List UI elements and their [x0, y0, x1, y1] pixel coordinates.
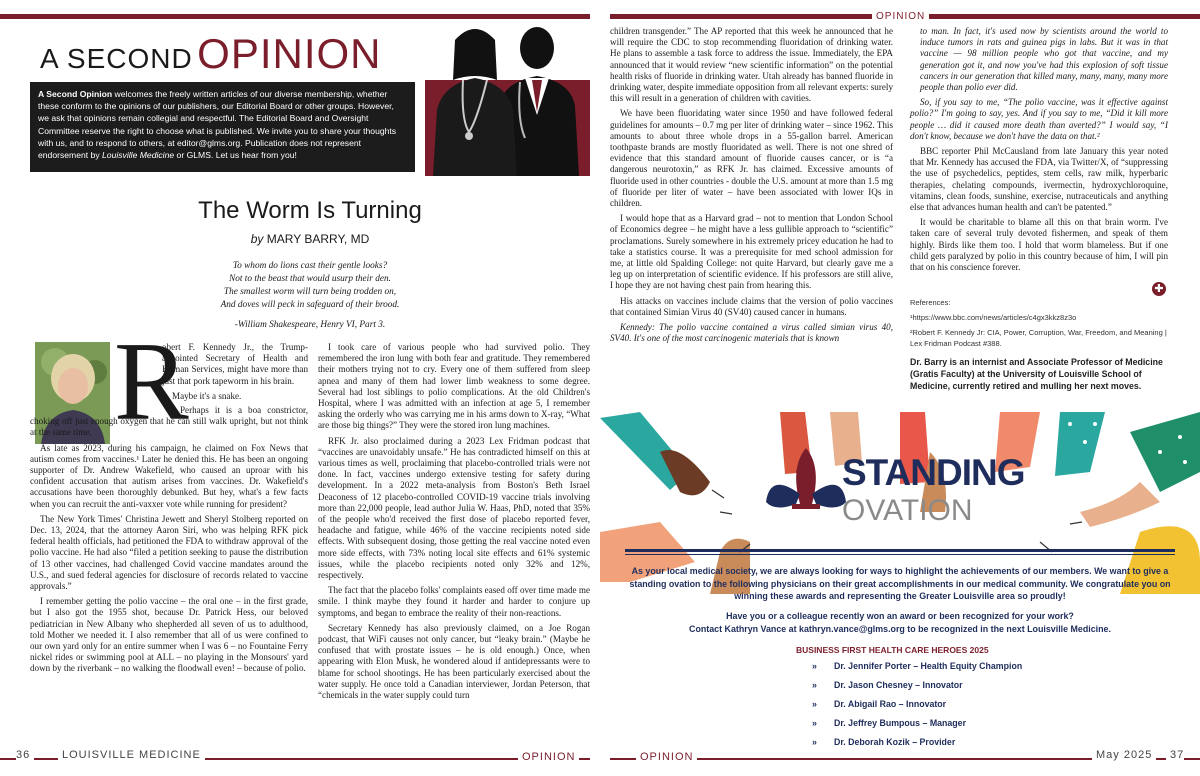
ovation-title-2: OVATION — [842, 494, 973, 527]
honoree: Dr. Jason Chesney – Innovator — [834, 680, 963, 690]
intro-box — [30, 82, 415, 172]
bullet-icon: » — [812, 680, 817, 690]
paragraph: We have been fluoridating water since 1950 and have followed federal guidelines for amounts – 0.7 mg per liter of drinking water – since 1962. This amounts to about three whole drops in a 55-gallon barrel. American toothpaste brands are mostly fluoridated as well. There is not one shred of evidence that this standard amount of fluoride causes cancer, or is “a dangerous neurotoxin,” as RFK Jr. has claimed. Excessive amounts of fluoride used in other countries - double the U.S. amount at more than 1.5 mg of fluoride per liter of water – have been associated with lower IQs in children. — [610, 108, 893, 209]
article-column-4 — [910, 26, 1168, 277]
heroes-list-title: BUSINESS FIRST HEALTH CARE HEROES 2025 — [796, 645, 989, 655]
ovation-intro: As your local medical society, we are always looking for ways to highlight the achievements of our members. We want to give a standing ovation to the following physicians on their great accomplishments in our medical community. We congratulate you on winning these awards and representing the Greater Louisville area so proudly! — [629, 566, 1171, 601]
paragraph: It would be charitable to blame all this on that brain worm. I've taken care of several truly devoted fishermen, and speak of them highly. Birds like them too. I hold that worm blameless. But if one child gets paralyzed by polio in this country because of him, I will pin that on his conscience forever. — [910, 217, 1168, 273]
section-title — [40, 30, 382, 78]
paragraph: I took care of various people who had survived polio. They remembered the iron lung with both fear and gratitude. They remembered their mothers trying not to cry. Every one of them suffered from sleep apnea and many of them had lower limb weakness to some degree. Several had lost siblings to polio complications. At the old Children's Hospital, where I was admitted with an infection at age 5, I remember asking the orderly who was carrying me in his arms down to X-ray, “What are those big things?” They were the stored iron lung machines. — [318, 342, 590, 431]
paragraph: So, if you say to me, “The polio vaccine, was it effective against polio?” I'm going to say, yes. And if you say to me, “Did it kill more people … did it caused more death than averted?” I would say, “I don't know, because we don't have the data on that.² — [910, 97, 1168, 141]
paragraph: His attacks on vaccines include claims that the version of polio vaccines that contained Simian Virus 40 (SV40) caused cancer in humans. — [610, 295, 893, 317]
ovation-title-1: STANDING — [842, 452, 1025, 493]
list-item — [812, 737, 1022, 748]
intro-bold: A Second Opinion — [38, 89, 113, 99]
reference-item: ²Robert F. Kennedy Jr: CIA, Power, Corruption, War, Freedom, and Meaning | Lex Fridman Podcast #388. — [910, 328, 1167, 348]
ovation-rule — [625, 549, 1175, 552]
page-number-right: 37 — [1166, 749, 1184, 761]
epigraph-line: Not to the beast that would usurp their den. — [229, 274, 391, 284]
intro-text: welcomes the freely written articles of our diverse membership, whether these conform to the opinions of our publishers, our Editorial Board or other groups. However, we ask that opinions remain collegial and respectful. The Editorial Board and Oversight Committee reserve the right to choose what is published. We invite you to share your thoughts with us, and to respond to others, at editor@glms.org. Publication does not represent endorsement by — [38, 89, 397, 161]
section-tag-top: OPINION — [872, 11, 929, 22]
list-item — [812, 699, 1022, 710]
honoree: Dr. Jennifer Porter – Health Equity Champion — [834, 661, 1023, 671]
bullet-icon: » — [812, 699, 817, 709]
drop-cap: R — [114, 320, 189, 444]
paragraph: BBC reporter Phil McCausland from late January this year noted that Mr. Kennedy has accused the FDA, via Twitter/X, of “suppressing the use of psychedelics, peptides, stem cells, raw milk, hyperbaric therapies, chelating compounds, ivermectin, hydroxychloroquine, vitamins, clean foods, sunshine, exercise, nutraceuticals and anything else that advances human health and can't be patented.” — [910, 146, 1168, 213]
paragraph: Perhaps it is a boa constrictor, choking off just enough oxygen that he can still walk upright, but not think at the same time. — [30, 405, 308, 438]
epigraph-line: The smallest worm will turn being trodden on, — [223, 287, 397, 297]
references-title: References: — [910, 298, 951, 307]
section-title-main: OPINION — [197, 30, 382, 77]
article-column-3 — [610, 26, 893, 348]
section-title-prefix: A SECOND — [40, 43, 193, 74]
honoree: Dr. Deborah Kozik – Provider — [834, 737, 956, 747]
paragraph: obert F. Kennedy Jr., the Trump-appointed Secretary of Health and Human Services, might have more than just that pork tapeworm in his brain. — [162, 342, 308, 386]
paragraph: to man. In fact, it's used now by scientists around the world to induce tumors in rats and guinea pigs in labs. But it was in that vaccine — 98 million people who got that vaccine, and my generation got it, and now you've had this explosion of soft tissue cancers in our generation that killed many, many, many, many more people than polio ever did. — [920, 26, 1168, 93]
article-title: The Worm Is Turning — [198, 197, 422, 224]
heroes-list — [812, 661, 1022, 756]
ovation-cta-line-2: Contact Kathryn Vance at kathryn.vance@glms.org to be recognized in the next Louisville Medicine. — [689, 623, 1111, 634]
paragraph: Maybe it's a snake. — [172, 390, 242, 401]
epigraph-source: -William Shakespeare, Henry VI, Part 3. — [234, 320, 386, 330]
paragraph: children transgender.” The AP reported that this week he announced that he will require the CDC to stop recommending fluoridation of drinking water. He plans to assemble a task force to address the issue. Immediately, the EPA announced that it would review “new scientific information” on the potential health risks of fluoride in drinking water. Utah already has banned fluoride in drinking water, despite immediate opposition from all relevant experts: surely this will result in a generation of children with cavities. — [610, 26, 893, 104]
list-item — [812, 680, 1022, 691]
doctors-illustration — [425, 20, 590, 176]
honoree: Dr. Abigail Rao – Innovator — [834, 699, 947, 709]
author-bio: Dr. Barry is an internist and Associate Professor of Medicine (Gratis Faculty) at the University of Louisville School of Medicine, currently retired and mulling her next moves. — [910, 357, 1163, 391]
bullet-icon: » — [812, 718, 817, 728]
byline-prefix: by — [250, 232, 264, 246]
ovation-cta-line-1: Have you or a colleague recently won an award or been recognized for your work? — [726, 611, 1074, 621]
references — [910, 297, 1175, 349]
intro-end: or GLMS. Let us hear from you! — [174, 150, 297, 161]
intro-italic: Louisville Medicine — [102, 150, 175, 161]
article-column-1 — [30, 342, 308, 679]
paragraph: Secretary Kennedy has also previously claimed, on a Joe Rogan podcast, that WiFi causes not only cancer, but “leaky brain.” (Maybe he confused that with prostate issues – he is old enough.) Once, when appearing with Elon Musk, he wondered aloud if antidepressants were to blame for school shootings. He has been particularly exercised about the water supply. He once told a Canadian interviewer, Jordan Peterson, that “chemicals in the water supply could turn — [318, 622, 590, 701]
ovation-cta — [615, 610, 1185, 635]
paragraph: I would hope that as a Harvard grad – not to mention that London School of Economics degree – he might have a less gullible approach to “scientific” proclamations. Surely somewhere in his extremely pricey education he had to take a statistics course. It was a prerequisite for med school admission for me, at little old Spalding College: not quite Harvard, but clearly gave me a leg up on interpretation of scientific evidence. If his professors are still alive, I hope they are not having chest pain from hearing this. — [610, 213, 893, 291]
epigraph-line: And doves will peck in safeguard of their brood. — [220, 300, 400, 310]
bullet-icon: » — [812, 661, 817, 671]
paragraph: Kennedy: The polio vaccine contained a virus called simian virus 40, SV40. It's one of the most carcinogenic materials that is known — [610, 322, 893, 344]
section-tag-bottom-right: OPINION — [636, 751, 697, 763]
article-column-2 — [318, 342, 590, 705]
paragraph: The New York Times' Christina Jewett and Sheryl Stolberg reported on Dec. 13, 2024, that the attorney Aaron Siri, who was helping RFK pick federal health officials, had petitioned the FDA to withdraw approval of the polio vaccine. He had also “filed a petition seeking to pause the distribution of 13 other vaccines, had challenged Covid vaccine mandates around the U.S., and sued federal agencies for disclosure of records related to vaccine approvals.” — [30, 513, 308, 592]
paragraph: RFK Jr. also proclaimed during a 2023 Lex Fridman podcast that “vaccines are unavoidably unsafe.” He has contradicted himself on this at various times as well, proclaiming that placebo-controlled trials were not done. In fact, vaccines undergo extensive testing for safety during development. In a 2022 meta-analysis from Boston's Beth Israel Deaconess of 12 placebo-controlled COVID-19 vaccine trials involving more than 22,000 people, lead author Julia W. Haas, PhD, noted that 35% of the people who'd received the first dose of placebo reported fever, headache and fatigue, while 46% of the vaccine recipients noted side effects. With subsequent dosing, those getting the real vaccine noted even more side effects, with 73% noting local site effects and 61% systemic issues, while the placebo recipients noted only 32% and 12%, respectively. — [318, 435, 590, 581]
reference-item: ¹https://www.bbc.com/news/articles/c4gx3kkz8z3o — [910, 313, 1077, 322]
top-rule-left — [0, 14, 590, 19]
section-tag-bottom-left: OPINION — [518, 751, 579, 763]
publication-name: LOUISVILLE MEDICINE — [58, 749, 205, 761]
list-item — [812, 718, 1022, 729]
end-mark-icon: ✚ — [1152, 282, 1166, 296]
bullet-icon: » — [812, 737, 817, 747]
paragraph: The fact that the placebo folks' complaints eased off over time made me smile. I think maybe they found it harder and harder to conjure up symptoms, and began to embrace the reality of their non-reactions. — [318, 585, 590, 618]
list-item — [812, 661, 1022, 672]
paragraph: I remember getting the polio vaccine – the oral one – in the first grade, but I also got the 1955 shot, because Dr. Patrick Hess, our beloved pediatrician in New Albany who shepherded all seven of us to adulthood, told Mother we needed it. I also remember that all of us were confined to our own yard only for an entire summer when I was 6 – no Fountaine Ferry nickel rides or swimming pool at ALL – no playing in the Monsours' yard down by the riverbank – no walking the floodwall even! – because of polio. — [30, 596, 308, 674]
paragraph: As late as 2023, during his campaign, he claimed on Fox News that autism comes from vaccines.¹ Later he denied this. He has been an ongoing supporter of Dr. Andrew Wakefield, who caused an uproar with his confident accusation that autism arises from vaccines. Dr. Wakefield's accusations have been thoroughly debunked. But hey, what's a few facts when you can recruit the anti-vaxxer vote while running for president? — [30, 442, 308, 509]
byline — [30, 232, 590, 246]
author-name: MARY BARRY, MD — [266, 232, 370, 246]
honoree: Dr. Jeffrey Bumpous – Manager — [834, 718, 966, 728]
epigraph-line: To whom do lions cast their gentle looks? — [232, 261, 388, 271]
ovation-rule-thin — [625, 554, 1175, 555]
issue-date: May 2025 — [1092, 749, 1156, 761]
page-number-left: 36 — [16, 749, 34, 761]
